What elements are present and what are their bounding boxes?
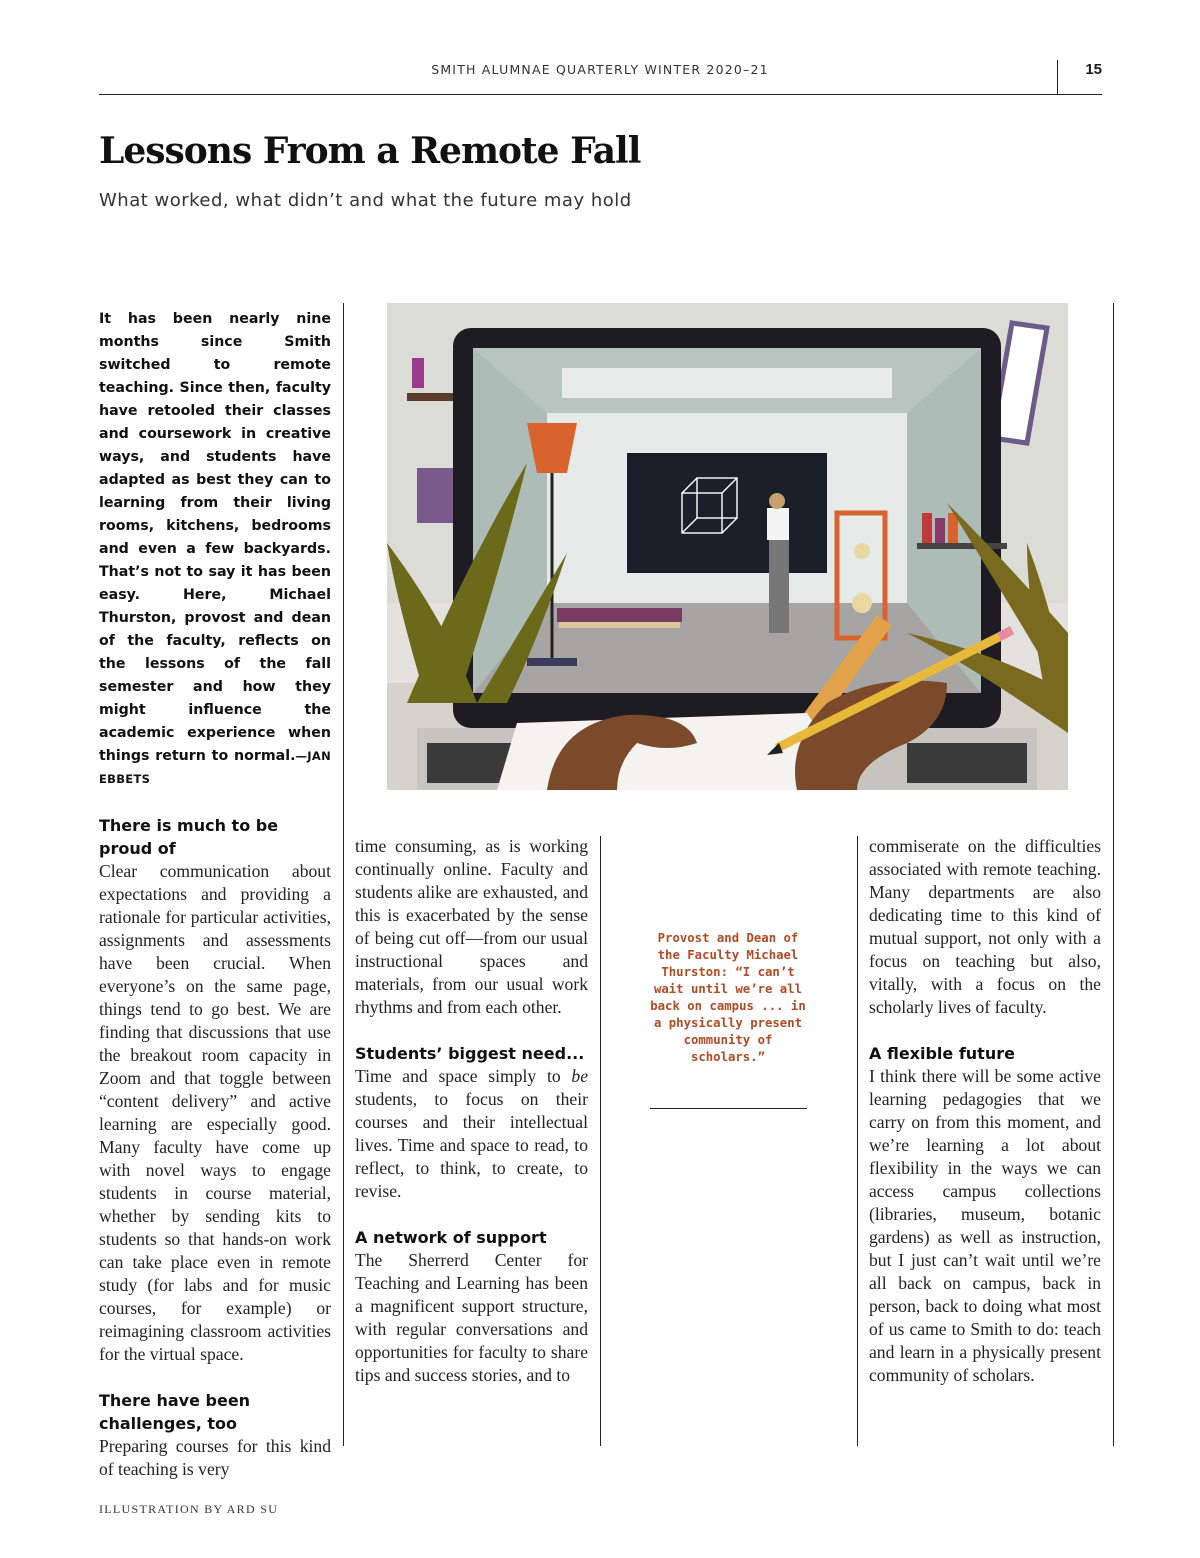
column-rule: [600, 836, 601, 1446]
article-subtitle: What worked, what didn’t and what the future may hold: [99, 190, 632, 211]
section-heading-proud: There is much to be proud of: [99, 816, 279, 858]
header-divider: [1057, 60, 1058, 94]
article-title: Lessons From a Remote Fall: [99, 130, 641, 172]
section-heading-challenges: There have been challenges, too: [99, 1391, 251, 1433]
section-body-students: [355, 1065, 588, 1203]
section-body-challenges-start: Preparing courses for this kind of teaching is very: [99, 1436, 331, 1479]
section-heading-future: A flexible future: [869, 1044, 1015, 1063]
pull-quote: Provost and Dean of the Faculty Michael Thurston: “I can’t wait until we’re all back on campus ... in a physically present community of scholars.”: [650, 931, 806, 1064]
section-heading-network: A network of support: [355, 1228, 547, 1247]
section-body-future: I think there will be some active learning pedagogies that we carry on from this moment, and we’re learning a lot about flexibility in the ways we can access campus collections (libraries, museum, botanic gardens) as well as instruction, but I just can’t wait until we’re all back on campus, back in person, back to doing what most of us came to Smith to do: teach and learn in a physically present community of scholars.: [869, 1066, 1101, 1385]
students-text-emphasis: be: [571, 1066, 588, 1086]
section-body-network-start: The Sherrerd Center for Teaching and Learning has been a magnificent support structure, with regular conversations and opportunities for faculty to share tips and success stories, and to: [355, 1250, 588, 1385]
intro-byline: —JAN EBBETS: [99, 749, 331, 786]
students-text-before: Time and space simply to: [355, 1066, 572, 1086]
running-header: SMITH ALUMNAE QUARTERLY WINTER 2020–21: [431, 62, 769, 77]
intro-text: It has been nearly nine months since Smith switched to remote teaching. Since then, faculty have retooled their classes and coursework in creative ways, and students have adapted as best they can to learning from their living rooms, kitchens, bedrooms and even a few backyards. That’s not to say it has been easy. Here, Michael Thurston, provost and dean of the faculty, reflects on the lessons of the fall semester and how they might influence the academic experience when things return to normal.: [99, 311, 331, 764]
intro-paragraph: [99, 308, 331, 791]
pull-quote-rule: [650, 1108, 807, 1109]
column-rule: [1113, 303, 1114, 1446]
header-rule: [99, 94, 1102, 95]
section-heading-students: Students’ biggest need...: [355, 1044, 585, 1063]
page-number: 15: [1085, 61, 1102, 78]
students-text-after: students, to focus on their courses and their intellectual lives. Time and space to read, to reflect, to think, to create, to revise.: [355, 1089, 588, 1201]
illustration-credit: ILLUSTRATION BY ARD SU: [99, 1502, 279, 1516]
section-body-network-cont: commiserate on the difficulties associated with remote teaching. Many departments are also dedicating time to this kind of mutual support, not only with a focus on teaching but also, vitally, with a focus on the scholarly lives of faculty.: [869, 836, 1101, 1017]
column-1: [99, 308, 331, 1481]
laptop-classroom-illustration: [387, 303, 1068, 790]
column-rule: [857, 836, 858, 1446]
column-4: [869, 835, 1101, 1387]
column-2: [355, 835, 588, 1387]
section-body-proud: Clear communication about expectations and providing a rationale for particular activities, assignments and assessments have been crucial. When everyone’s on the same page, things tend to go best. We are finding that discussions that use the breakout room capacity in Zoom and that toggle between “content delivery” and active learning are especially good. Many faculty have come up with novel ways to engage students in course material, whether by sending kits to students so that hands-on work can take place even in remote study (for labs and for music courses, for example) or reimagining classroom activities for the virtual space.: [99, 861, 331, 1364]
column-rule: [343, 303, 344, 1446]
section-body-challenges-cont: time consuming, as is working continually online. Faculty and students alike are exhausted, and this is exacerbated by the sense of being cut off—from our usual instructional spaces and materials, from our usual work rhythms and from each other.: [355, 836, 588, 1017]
